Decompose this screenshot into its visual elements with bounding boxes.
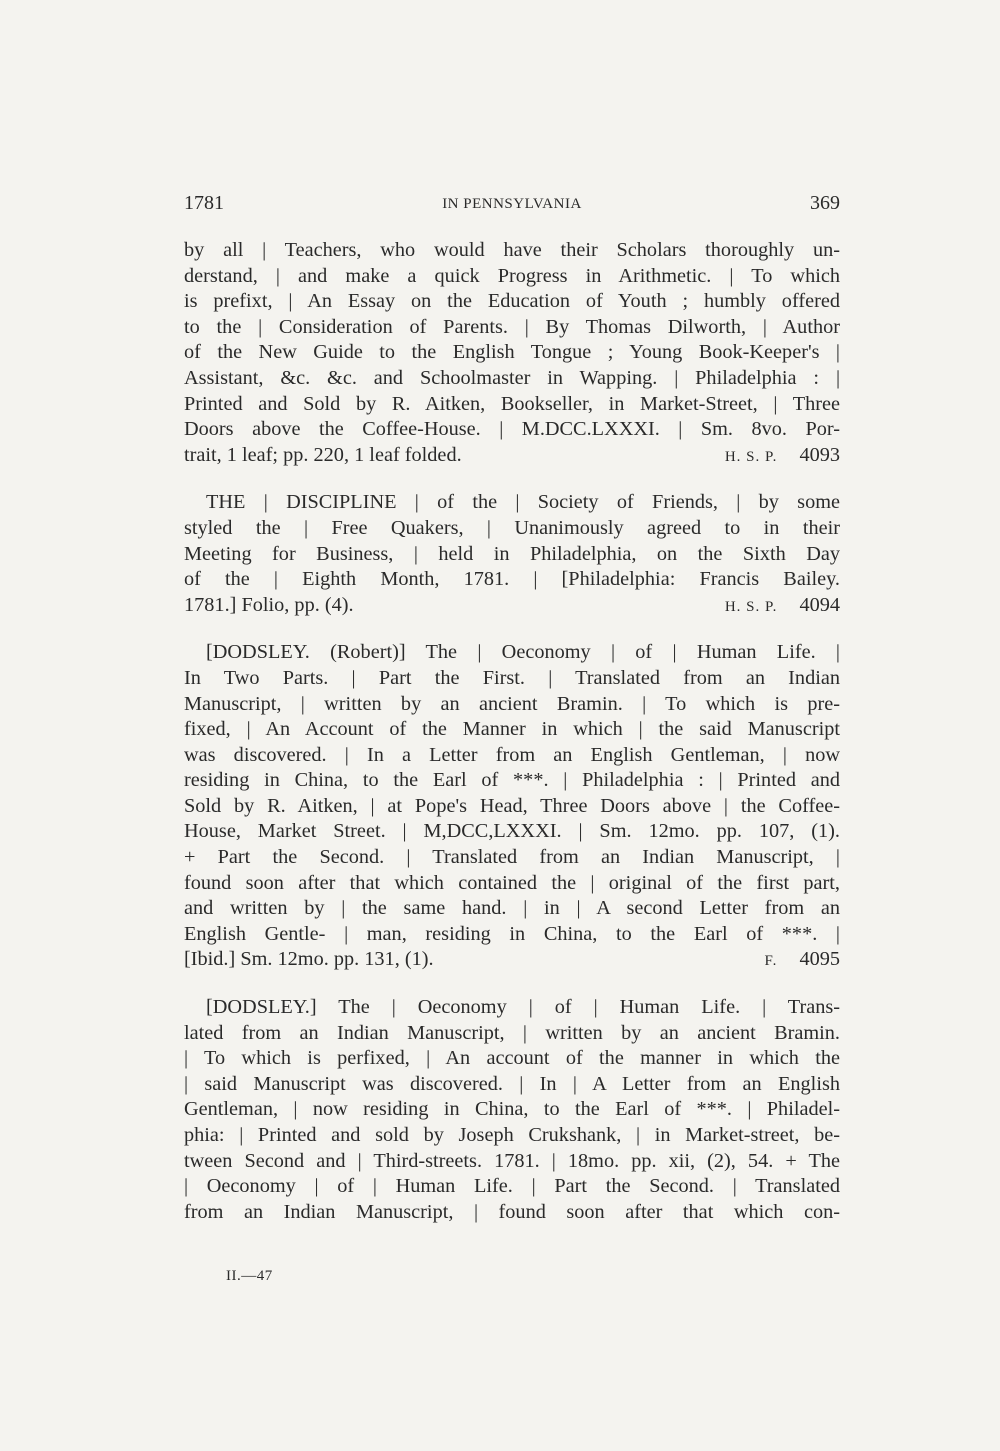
entry-line: | Oeconomy | of | Human Life. | Part the Second. | Translated	[184, 1175, 840, 1198]
entry-dodsley-2	[184, 995, 840, 1225]
entry-line: is prefixt, | An Essay on the Education of Youth ; humbly offered	[184, 290, 840, 313]
entry-4094	[184, 490, 840, 618]
entry-line-text: trait, 1 leaf; pp. 220, 1 leaf folded.	[184, 443, 462, 466]
entry-4095	[184, 640, 840, 973]
entry-reference	[765, 947, 840, 975]
entry-line: of the New Guide to the English Tongue ; Young Book-Keeper's |	[184, 341, 840, 364]
entry-line: Sold by R. Aitken, | at Pope's Head, Three Doors above | the Coffee-	[184, 794, 840, 817]
entry-line: THE | DISCIPLINE | of the | Society of Friends, | by some	[206, 491, 840, 514]
document-page	[184, 192, 840, 1247]
entry-line: derstand, | and make a quick Progress in Arithmetic. | To which	[184, 264, 840, 287]
library-code: H. S. P.	[724, 598, 778, 615]
running-head	[184, 192, 840, 222]
entry-line: of the | Eighth Month, 1781. | [Philadelphia: Francis Bailey.	[184, 568, 840, 591]
entry-line: fixed, | An Account of the Manner in which | the said Manuscript	[184, 718, 840, 741]
entry-line-last	[184, 947, 840, 973]
entry-line: from an Indian Manuscript, | found soon after that which con-	[184, 1200, 840, 1223]
entry-line: was discovered. | In a Letter from an English Gentleman, | now	[184, 743, 840, 766]
entry-number: 4094	[799, 593, 840, 616]
entry-number: 4093	[799, 443, 840, 466]
entry-4093	[184, 238, 840, 468]
entry-line-last	[184, 443, 840, 469]
entry-line: Doors above the Coffee-House. | M.DCC.LXXXI. | Sm. 8vo. Por-	[184, 418, 840, 441]
entry-line: found soon after that which contained the | original of the first part,	[184, 871, 840, 894]
entry-line-last	[184, 593, 840, 619]
entry-line: by all | Teachers, who would have their Scholars thoroughly un-	[184, 239, 840, 261]
entry-line: lated from an Indian Manuscript, | written by an ancient Bramin.	[184, 1021, 840, 1044]
entry-line: styled the | Free Quakers, | Unanimously agreed to in their	[184, 516, 840, 539]
page-number: 369	[810, 192, 840, 214]
entry-number: 4095	[799, 948, 840, 971]
library-code: H. S. P.	[724, 448, 778, 465]
entry-line: and written by | the same hand. | in | A second Letter from an	[184, 897, 840, 920]
entry-reference	[725, 443, 840, 471]
entry-line: House, Market Street. | M,DCC,LXXXI. | Sm. 12mo. pp. 107, (1).	[184, 820, 840, 843]
entry-line-text: [Ibid.] Sm. 12mo. pp. 131, (1).	[184, 948, 434, 971]
signature-mark: II.—47	[226, 1268, 273, 1284]
entry-line: residing in China, to the Earl of ***. | Philadelphia : | Printed and	[184, 769, 840, 792]
entry-line: + Part the Second. | Translated from an Indian Manuscript, |	[184, 846, 840, 869]
running-head-year: 1781	[184, 192, 224, 214]
entry-line: Printed and Sold by R. Aitken, Bookseller, in Market-Street, | Three	[184, 392, 840, 415]
entry-line: Manuscript, | written by an ancient Bramin. | To which is pre-	[184, 692, 840, 715]
entry-line: In Two Parts. | Part the First. | Translated from an Indian	[184, 666, 840, 689]
entry-line: tween Second and | Third-streets. 1781. | 18mo. pp. xii, (2), 54. + The	[184, 1149, 840, 1172]
entries	[184, 238, 840, 1225]
entry-line: [DODSLEY.] The | Oeconomy | of | Human Life. | Trans-	[206, 996, 840, 1019]
running-head-title: IN PENNSYLVANIA	[442, 196, 582, 212]
entry-reference	[725, 593, 840, 621]
entry-line: English Gentle- | man, residing in China, to the Earl of ***. |	[184, 922, 840, 945]
entry-line: | said Manuscript was discovered. | In | A Letter from an English	[184, 1072, 840, 1095]
library-code: F.	[764, 953, 778, 970]
entry-line-text: 1781.] Folio, pp. (4).	[184, 593, 354, 616]
entry-line: [DODSLEY. (Robert)] The | Oeconomy | of | Human Life. |	[206, 641, 840, 664]
entry-line: to the | Consideration of Parents. | By Thomas Dilworth, | Author	[184, 315, 840, 338]
entry-line: | To which is perfixed, | An account of the manner in which the	[184, 1047, 840, 1070]
entry-line: Assistant, &c. &c. and Schoolmaster in Wapping. | Philadelphia : |	[184, 366, 840, 389]
entry-line: Gentleman, | now residing in China, to the Earl of ***. | Philadel-	[184, 1098, 840, 1121]
entry-line: Meeting for Business, | held in Philadelphia, on the Sixth Day	[184, 542, 840, 565]
entry-line: phia: | Printed and sold by Joseph Crukshank, | in Market-street, be-	[184, 1124, 840, 1146]
